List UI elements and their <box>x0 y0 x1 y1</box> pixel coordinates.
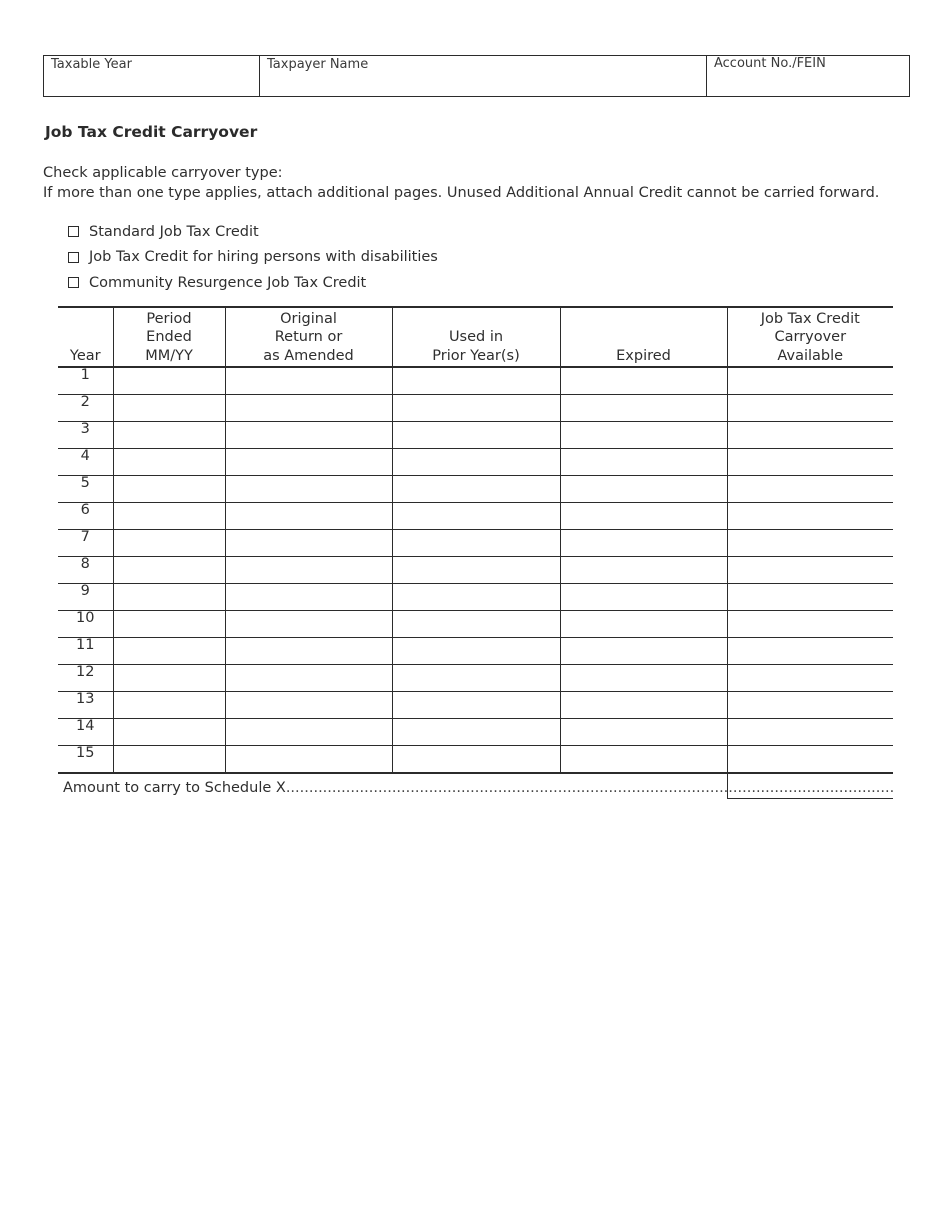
input-cell-used-in-prior-years[interactable] <box>392 692 560 719</box>
column-header-original-return <box>225 307 392 367</box>
input-cell-carryover-available[interactable] <box>727 746 893 774</box>
input-cell-used-in-prior-years[interactable] <box>392 746 560 774</box>
input-cell-original-return[interactable] <box>225 665 392 692</box>
row-number: 12 <box>58 665 113 692</box>
taxpayer-name-field[interactable] <box>259 56 706 96</box>
table-row <box>58 665 893 692</box>
input-cell-original-return[interactable] <box>225 719 392 746</box>
row-number: 8 <box>58 557 113 584</box>
checkbox[interactable] <box>68 277 79 288</box>
instructions-line-2: If more than one type applies, attach additional pages. Unused Additional Annual Credit cannot be carried forward. <box>43 184 880 201</box>
taxable-year-label: Taxable Year <box>51 57 132 72</box>
input-cell-expired[interactable] <box>560 422 727 449</box>
input-cell-carryover-available[interactable] <box>727 503 893 530</box>
input-cell-expired[interactable] <box>560 638 727 665</box>
input-cell-original-return[interactable] <box>225 692 392 719</box>
total-row <box>58 773 893 798</box>
input-cell-used-in-prior-years[interactable] <box>392 530 560 557</box>
table-row <box>58 503 893 530</box>
input-cell-expired[interactable] <box>560 692 727 719</box>
input-cell-used-in-prior-years[interactable] <box>392 367 560 395</box>
input-cell-carryover-available[interactable] <box>727 692 893 719</box>
input-cell-carryover-available[interactable] <box>727 422 893 449</box>
input-cell-used-in-prior-years[interactable] <box>392 395 560 422</box>
input-cell-expired[interactable] <box>560 611 727 638</box>
input-cell-period-ended[interactable] <box>113 530 225 557</box>
input-cell-carryover-available[interactable] <box>727 395 893 422</box>
input-cell-carryover-available[interactable] <box>727 665 893 692</box>
input-cell-used-in-prior-years[interactable] <box>392 611 560 638</box>
column-header-line: Original <box>280 310 337 327</box>
input-cell-expired[interactable] <box>560 503 727 530</box>
row-number: 2 <box>58 395 113 422</box>
taxpayer-name-label: Taxpayer Name <box>267 57 369 72</box>
table-row <box>58 584 893 611</box>
row-number: 13 <box>58 692 113 719</box>
input-cell-expired[interactable] <box>560 584 727 611</box>
account-number-field[interactable] <box>706 56 909 96</box>
column-header-year <box>58 307 113 367</box>
row-number: 9 <box>58 584 113 611</box>
carryover-table <box>58 306 893 799</box>
table-row <box>58 557 893 584</box>
option-community-resurgence-job-tax-credit[interactable] <box>68 270 438 296</box>
table-row <box>58 476 893 503</box>
input-cell-original-return[interactable] <box>225 422 392 449</box>
input-cell-expired[interactable] <box>560 557 727 584</box>
dot-leader: .................................................................................................................................... <box>285 780 895 796</box>
total-label-cell <box>58 773 895 798</box>
row-number: 6 <box>58 503 113 530</box>
table-row <box>58 422 893 449</box>
input-cell-period-ended[interactable] <box>113 746 225 774</box>
column-header-expired <box>560 307 727 367</box>
input-cell-carryover-available[interactable] <box>727 557 893 584</box>
input-cell-expired[interactable] <box>560 746 727 774</box>
column-header-line: as Amended <box>263 347 354 364</box>
column-header-line: Prior Year(s) <box>432 347 520 364</box>
table-row <box>58 611 893 638</box>
row-number: 11 <box>58 638 113 665</box>
row-number: 14 <box>58 719 113 746</box>
input-cell-expired[interactable] <box>560 530 727 557</box>
input-cell-period-ended[interactable] <box>113 611 225 638</box>
input-cell-original-return[interactable] <box>225 395 392 422</box>
row-number: 4 <box>58 449 113 476</box>
input-cell-used-in-prior-years[interactable] <box>392 449 560 476</box>
input-cell-period-ended[interactable] <box>113 719 225 746</box>
input-cell-period-ended[interactable] <box>113 422 225 449</box>
input-cell-used-in-prior-years[interactable] <box>392 638 560 665</box>
account-number-label: Account No./FEIN <box>714 56 826 71</box>
form-title: Job Tax Credit Carryover <box>45 123 258 141</box>
option-label: Job Tax Credit for hiring persons with disabilities <box>89 249 438 266</box>
input-cell-original-return[interactable] <box>225 530 392 557</box>
table-header-row <box>58 307 893 367</box>
checkbox[interactable] <box>68 252 79 263</box>
input-cell-used-in-prior-years[interactable] <box>392 584 560 611</box>
input-cell-period-ended[interactable] <box>113 557 225 584</box>
row-number: 1 <box>58 367 113 395</box>
row-number: 5 <box>58 476 113 503</box>
input-cell-period-ended[interactable] <box>113 476 225 503</box>
input-cell-used-in-prior-years[interactable] <box>392 557 560 584</box>
column-header-line: Period <box>146 310 192 327</box>
input-cell-used-in-prior-years[interactable] <box>392 503 560 530</box>
column-header-line: Year <box>69 347 101 364</box>
column-header-period-ended <box>113 307 225 367</box>
input-cell-period-ended[interactable] <box>113 449 225 476</box>
input-cell-original-return[interactable] <box>225 584 392 611</box>
table-row <box>58 449 893 476</box>
input-cell-period-ended[interactable] <box>113 395 225 422</box>
column-header-line: Job Tax Credit <box>760 310 860 327</box>
option-label: Standard Job Tax Credit <box>89 223 259 240</box>
input-cell-carryover-available[interactable] <box>727 530 893 557</box>
input-cell-period-ended[interactable] <box>113 692 225 719</box>
input-cell-carryover-available[interactable] <box>727 719 893 746</box>
input-cell-used-in-prior-years[interactable] <box>392 476 560 503</box>
input-cell-period-ended[interactable] <box>113 638 225 665</box>
input-cell-carryover-available[interactable] <box>727 611 893 638</box>
table-row <box>58 367 893 395</box>
option-label: Community Resurgence Job Tax Credit <box>89 274 367 291</box>
input-cell-used-in-prior-years[interactable] <box>392 719 560 746</box>
input-cell-original-return[interactable] <box>225 611 392 638</box>
row-number: 10 <box>58 611 113 638</box>
table-row <box>58 638 893 665</box>
input-cell-period-ended[interactable] <box>113 503 225 530</box>
checkbox[interactable] <box>68 226 79 237</box>
column-header-carryover-available <box>727 307 893 367</box>
input-cell-expired[interactable] <box>560 719 727 746</box>
table-row <box>58 395 893 422</box>
row-number: 7 <box>58 530 113 557</box>
input-cell-carryover-available[interactable] <box>727 367 893 395</box>
instructions <box>43 164 879 203</box>
input-cell-original-return[interactable] <box>225 449 392 476</box>
table-row <box>58 746 893 774</box>
input-cell-used-in-prior-years[interactable] <box>392 422 560 449</box>
taxpayer-header <box>43 55 910 97</box>
column-header-line: Carryover <box>774 329 847 345</box>
input-cell-expired[interactable] <box>560 367 727 395</box>
input-cell-carryover-available[interactable] <box>727 638 893 665</box>
column-header-line: Used in <box>448 329 504 345</box>
row-number: 15 <box>58 746 113 774</box>
carryover-type-options <box>68 219 438 296</box>
column-header-line: Expired <box>616 347 671 364</box>
table-row <box>58 692 893 719</box>
input-cell-expired[interactable] <box>560 449 727 476</box>
column-header-line: Available <box>777 347 844 364</box>
input-cell-expired[interactable] <box>560 395 727 422</box>
input-cell-original-return[interactable] <box>225 557 392 584</box>
table-row <box>58 530 893 557</box>
input-cell-period-ended[interactable] <box>113 584 225 611</box>
row-number: 3 <box>58 422 113 449</box>
option-disabilities-job-tax-credit[interactable] <box>68 245 438 271</box>
column-header-line: MM/YY <box>145 347 193 364</box>
input-cell-original-return[interactable] <box>225 746 392 774</box>
column-header-line: Return or <box>274 329 343 345</box>
input-cell-original-return[interactable] <box>225 476 392 503</box>
input-cell-expired[interactable] <box>560 665 727 692</box>
column-header-used-in-prior-years <box>392 307 560 367</box>
table-row <box>58 719 893 746</box>
input-cell-carryover-available[interactable] <box>727 449 893 476</box>
instructions-line-1: Check applicable carryover type: <box>43 165 283 181</box>
taxable-year-field[interactable] <box>44 56 259 96</box>
total-label: Amount to carry to Schedule X <box>63 780 286 796</box>
input-cell-period-ended[interactable] <box>113 367 225 395</box>
input-cell-expired[interactable] <box>560 476 727 503</box>
input-cell-original-return[interactable] <box>225 367 392 395</box>
input-cell-carryover-available[interactable] <box>727 584 893 611</box>
input-cell-period-ended[interactable] <box>113 665 225 692</box>
input-cell-original-return[interactable] <box>225 503 392 530</box>
column-header-line: Ended <box>146 329 192 345</box>
input-cell-used-in-prior-years[interactable] <box>392 665 560 692</box>
input-cell-carryover-available[interactable] <box>727 476 893 503</box>
input-cell-original-return[interactable] <box>225 638 392 665</box>
option-standard-job-tax-credit[interactable] <box>68 219 438 245</box>
